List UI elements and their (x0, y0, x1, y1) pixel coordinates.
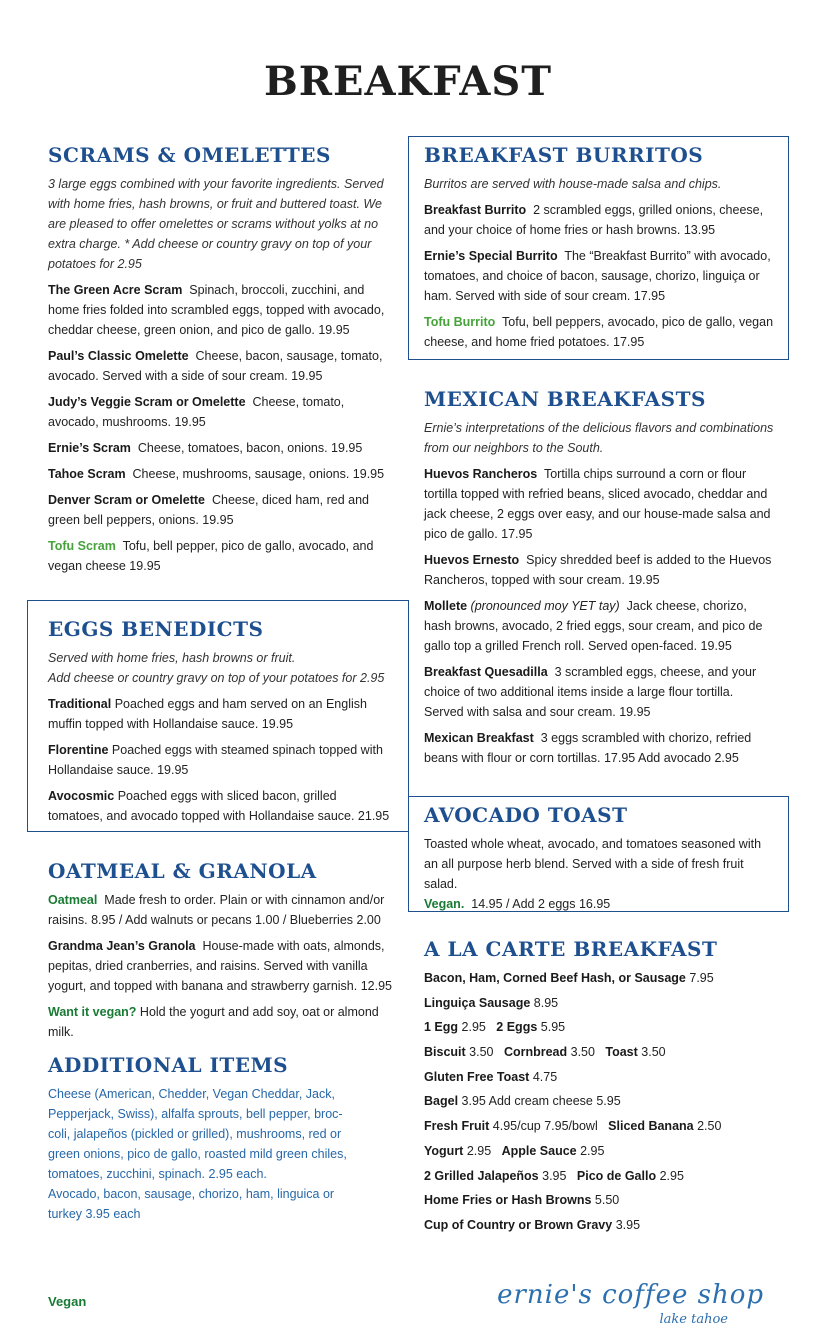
item-name: Fresh Fruit (424, 1119, 490, 1134)
page-title: BREAKFAST (263, 58, 553, 105)
menu-item (48, 280, 394, 340)
item-price: 4.75 (532, 1069, 558, 1084)
item-name: Bagel (424, 1094, 459, 1109)
item-name: Pico de Gallo (576, 1168, 657, 1183)
item-desc: Poached eggs with sliced bacon, grilled tomatoes, and avocado topped with Hollandaise sauce. 21.95 (48, 789, 390, 823)
item-name: Huevos Rancheros (424, 467, 538, 481)
oatmeal-section (48, 858, 394, 1048)
item-desc: Jack cheese, chorizo, hash browns, avocado, 2 fried eggs, sour cream, and pico de gallo top a grilled French roll. Served open-faced. 19.95 (424, 599, 763, 653)
item-name: Tahoe Scram (48, 467, 126, 481)
item-price: 7.95 (689, 971, 714, 985)
menu-item (424, 550, 774, 590)
item-name: Toast (605, 1045, 638, 1060)
item-price: 2.95 (580, 1143, 605, 1158)
item-desc: Poached eggs with steamed spinach topped with Hollandaise sauce. 19.95 (48, 743, 383, 777)
item-desc: Hold the yogurt and add soy, oat or almond milk. (48, 1005, 379, 1039)
item-desc: Made fresh to order. Plain or with cinnamon and/or raisins. 8.95 / Add walnuts or pecans 1.00 / Blueberries 2.00 (48, 893, 385, 927)
item-name: 1 Egg (424, 1020, 459, 1035)
item-price: 3.95 (542, 1168, 567, 1183)
alacarte-row (424, 1166, 784, 1186)
item-name: Florentine (48, 743, 109, 757)
menu-item (424, 596, 774, 656)
item-name: Breakfast Quesadilla (424, 665, 548, 679)
item-price: 2.95 (461, 1020, 486, 1035)
avocado-price: 14.95 / Add 2 eggs 16.95 (471, 897, 611, 911)
item-name: Linguiça Sausage (424, 995, 531, 1010)
menu-item (48, 392, 394, 432)
item-name: Tofu Burrito (424, 315, 496, 329)
item-name: Oatmeal (48, 893, 98, 907)
item-name: Apple Sauce (501, 1143, 577, 1158)
logo: ernie's coffee shop (497, 1280, 764, 1310)
item-name: 2 Grilled Jalapeños (424, 1168, 539, 1183)
benedicts-section (48, 616, 394, 832)
item-price: 8.95 (533, 995, 559, 1010)
avocado-text: Toasted whole wheat, avocado, and tomatoes seasoned with an all purpose herb blend. Served with a side of fresh fruit salad. (424, 837, 762, 891)
menu-item (424, 464, 774, 544)
alacarte-list (424, 968, 784, 1235)
additional-text-2: Avocado, bacon, sausage, chorizo, ham, linguica or turkey 3.95 each (48, 1187, 335, 1221)
item-desc: Spicy shredded beef is added to the Huevos Rancheros, topped with sour cream. 19.95 (424, 553, 772, 587)
alacarte-row (424, 1017, 784, 1037)
menu-item (424, 200, 774, 240)
item-desc: Tofu, bell peppers, avocado, pico de gallo, vegan cheese, and home fried potatoes. 17.95 (424, 315, 774, 349)
menu-item (424, 246, 774, 306)
item-desc: The “Breakfast Burrito” with avocado, tomatoes, and choice of bacon, sausage, chorizo, linguiça or ham. Served with side of sour cream. 17.95 (424, 249, 771, 303)
item-note: (pronounced moy YET tay) (470, 599, 620, 613)
alacarte-heading: A LA CARTE BREAKFAST (424, 937, 718, 961)
alacarte-section (424, 936, 784, 1240)
burritos-heading: BREAKFAST BURRITOS (424, 143, 704, 167)
benedicts-intro-2: Add cheese or country gravy on top of your potatoes for 2.95 (48, 671, 385, 685)
menu-item (48, 536, 394, 576)
item-desc: House-made with oats, almonds, pepitas, dried cranberries, and raisins. Served with vanilla yogurt, and topped with banana and strawberry garnish. 12.95 (48, 939, 392, 993)
item-name: Breakfast Burrito (424, 203, 527, 217)
item-name: Huevos Ernesto (424, 553, 520, 567)
burritos-intro: Burritos are served with house-made salsa and chips. (424, 177, 722, 191)
scrams-intro: 3 large eggs combined with your favorite ingredients. Served with home fries, hash browns, or fruit and buttered toast. We are pleased to offer omelettes or scrams without yolks at no extra charge. * Add cheese or country gravy on top of your potatoes for 2.95 (48, 177, 384, 271)
menu-item (48, 438, 394, 458)
benedicts-heading: EGGS BENEDICTS (48, 617, 264, 641)
item-name: Yogurt (424, 1143, 464, 1158)
menu-item (48, 490, 394, 530)
item-name: Biscuit (424, 1045, 466, 1060)
item-name: Tofu Scram (48, 539, 116, 553)
item-name: Want it vegan? (48, 1005, 137, 1019)
menu-item (48, 346, 394, 386)
menu-item (424, 662, 774, 722)
item-desc: 3 scrambled eggs, cheese, and your choice of two additional items inside a large flour tortilla. Served with salsa and sour cream. 19.95 (424, 665, 757, 719)
item-name: 2 Eggs (496, 1020, 538, 1035)
menu-item (48, 1002, 394, 1042)
menu-item (424, 312, 774, 352)
alacarte-row (424, 1067, 784, 1087)
additional-heading: ADDITIONAL ITEMS (48, 1053, 289, 1077)
item-price: 2.95 (466, 1143, 492, 1158)
item-name: Cornbread (503, 1045, 568, 1060)
item-price: 5.50 (594, 1193, 620, 1208)
alacarte-row (424, 968, 784, 988)
additional-section (48, 1052, 348, 1224)
item-name: Judy’s Veggie Scram or Omelette (48, 395, 246, 409)
item-desc: Poached eggs and ham served on an English muffin topped with Hollandaise sauce. 19.95 (48, 697, 367, 731)
item-price: 2.50 (697, 1119, 722, 1134)
additional-text: Cheese (American, Chedder, Vegan Cheddar, Jack, Pepperjack, Swiss), alfalfa sprouts, bell pepper, broc-coli, jalapeños (pickled or grilled), mushrooms, red or green onions, pico de gallo, roasted mild green chiles, tomatoes, zucchini, spinach. 2.95 each. (48, 1087, 347, 1181)
item-desc: Spinach, broccoli, zucchini, and home fries folded into scrambled eggs, topped with avocado, cheddar cheese, green onion, and pico de gallo. 19.95 (48, 283, 385, 337)
benedicts-intro-1: Served with home fries, hash browns or fruit. (48, 651, 296, 665)
item-price: 3.50 (570, 1045, 595, 1060)
item-price: 3.50 (469, 1045, 494, 1060)
menu-item (48, 694, 394, 734)
item-name: Mollete (424, 599, 468, 613)
alacarte-row (424, 1116, 784, 1136)
item-name: Mexican Breakfast (424, 731, 534, 745)
item-desc: Cheese, tomatoes, bacon, onions. 19.95 (137, 441, 363, 455)
menu-item (424, 728, 774, 768)
scrams-section (48, 142, 394, 582)
item-price: 3.50 (641, 1045, 666, 1060)
alacarte-row (424, 993, 784, 1013)
item-price: 2.95 (659, 1168, 684, 1183)
mexican-intro: Ernie’s interpretations of the delicious flavors and combinations from our neighbors to the South. (424, 421, 774, 455)
menu-item (48, 786, 394, 826)
item-name: Grandma Jean’s Granola (48, 939, 196, 953)
vegan-legend: Vegan (48, 1294, 87, 1309)
vegan-label: Vegan. (424, 897, 465, 911)
avocado-section (424, 802, 774, 914)
avocado-desc (424, 834, 774, 914)
item-name: Avocosmic (48, 789, 115, 803)
item-price: 5.95 (540, 1020, 566, 1035)
item-name: Traditional (48, 697, 112, 711)
alacarte-row (424, 1141, 784, 1161)
burritos-section (424, 142, 774, 358)
item-desc: Tortilla chips surround a corn or flour tortilla topped with refried beans, sliced avocado, cheddar and jack cheese, 2 eggs over easy, and our house-made salsa and pico de gallo. 17.95 (424, 467, 771, 541)
menu-item (48, 936, 394, 996)
mexican-section (424, 386, 774, 774)
alacarte-row (424, 1215, 784, 1235)
item-name: Denver Scram or Omelette (48, 493, 206, 507)
oatmeal-heading: OATMEAL & GRANOLA (48, 859, 317, 883)
logo-sub: lake tahoe (659, 1312, 728, 1327)
item-desc: Tofu, bell pepper, pico de gallo, avocado, and vegan cheese 19.95 (48, 539, 374, 573)
item-name: Paul’s Classic Omelette (48, 349, 189, 363)
item-name: The Green Acre Scram (48, 283, 183, 297)
item-price: 3.95 (615, 1217, 641, 1232)
item-name: Cup of Country or Brown Gravy (424, 1217, 613, 1232)
item-price: 3.95 Add cream cheese 5.95 (461, 1094, 621, 1109)
item-desc: Cheese, mushrooms, sausage, onions. 19.95 (132, 467, 385, 481)
item-desc: 3 eggs scrambled with chorizo, refried beans with flour or corn tortillas. 17.95 Add avocado 2.95 (424, 731, 752, 765)
item-desc: Cheese, bacon, sausage, tomato, avocado. Served with a side of sour cream. 19.95 (48, 349, 383, 383)
item-name: Ernie’s Scram (48, 441, 131, 455)
menu-item (48, 740, 394, 780)
item-desc: 2 scrambled eggs, grilled onions, cheese, and your choice of home fries or hash browns. 13.95 (424, 203, 764, 237)
item-name: Ernie’s Special Burrito (424, 249, 558, 263)
menu-item (48, 464, 394, 484)
alacarte-row (424, 1091, 784, 1111)
mexican-heading: MEXICAN BREAKFASTS (424, 387, 706, 411)
menu-item (48, 890, 394, 930)
item-price: 4.95/cup 7.95/bowl (492, 1119, 598, 1134)
scrams-heading: SCRAMS & OMELETTES (48, 143, 331, 167)
item-desc: Cheese, diced ham, red and green bell peppers, onions. 19.95 (48, 493, 370, 527)
item-name: Sliced Banana (608, 1119, 694, 1134)
item-name: Gluten Free Toast (424, 1069, 530, 1084)
item-name: Home Fries or Hash Browns (424, 1193, 592, 1208)
alacarte-row (424, 1042, 784, 1062)
alacarte-row (424, 1190, 784, 1210)
item-desc: Cheese, tomato, avocado, mushrooms. 19.95 (48, 395, 345, 429)
avocado-heading: AVOCADO TOAST (424, 803, 628, 827)
item-name: Bacon, Ham, Corned Beef Hash, or Sausage (424, 971, 686, 985)
